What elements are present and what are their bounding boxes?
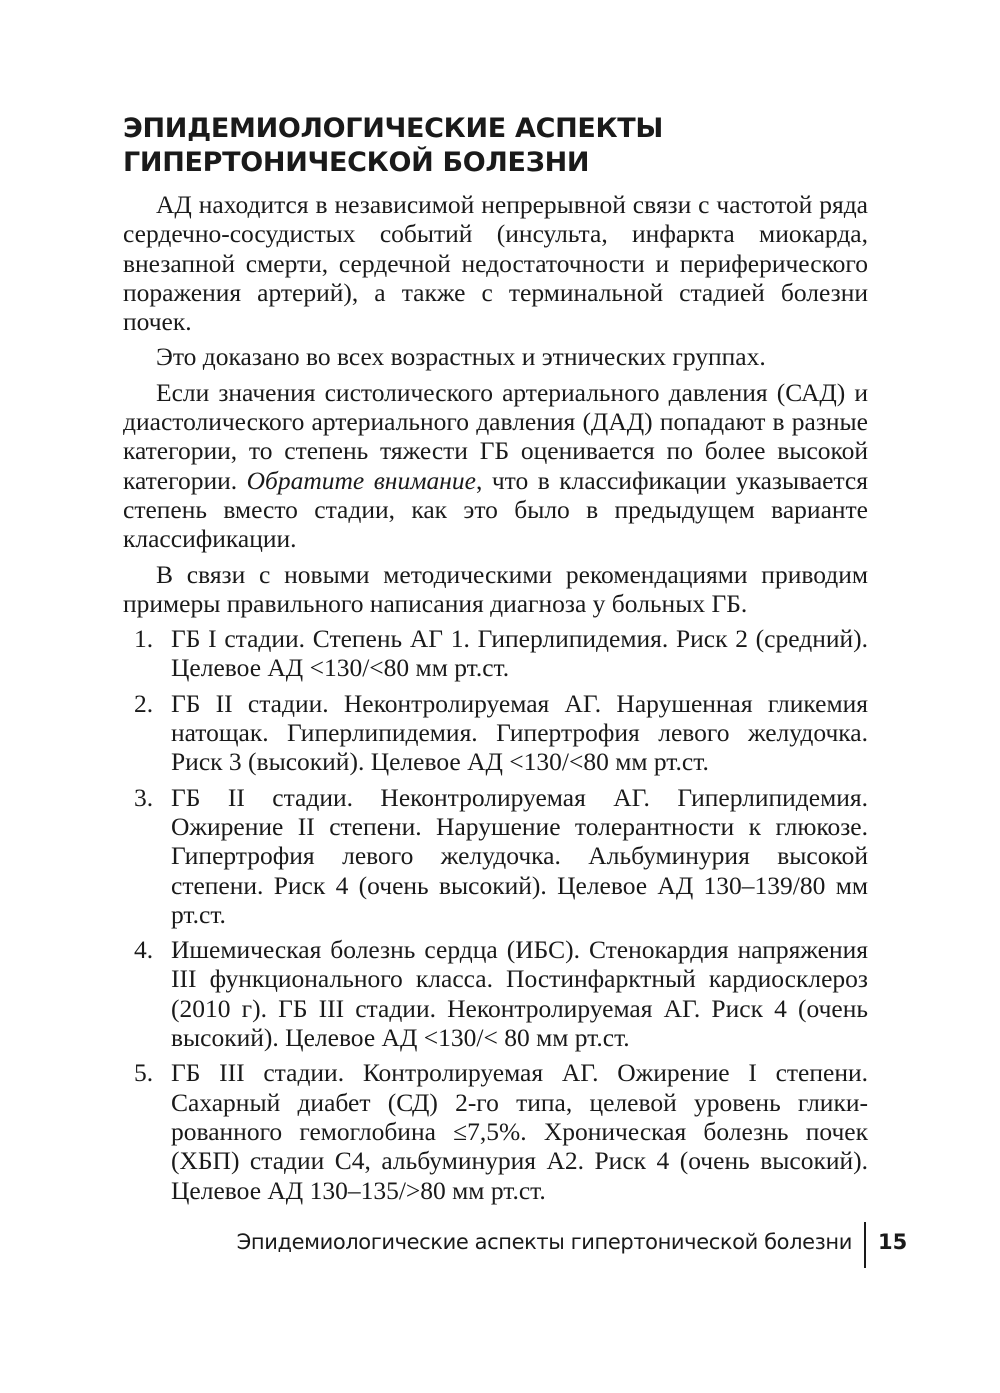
page-number: 15 — [878, 1230, 908, 1254]
section-title-line-1: ЭПИДЕМИОЛОГИЧЕСКИЕ АСПЕКТЫ — [123, 113, 664, 144]
paragraph-3-start: Если значения систолического артериального давления (САД) и диастолического артериального давления (ДАД) попадают в разные категории, то степень тяжести ГБ оценивается по более высокой категории. — [123, 377, 868, 495]
diagnosis-examples-list — [123, 624, 868, 1205]
paragraph-3 — [123, 378, 868, 554]
list-item — [123, 783, 868, 929]
section-title — [123, 112, 868, 180]
body-text — [123, 190, 868, 1205]
section-title-line-2: ГИПЕРТОНИЧЕСКОЙ БОЛЕЗНИ — [123, 147, 590, 178]
list-item-text: ГБ II стадии. Неконтролируемая АГ. Гиперлипидемия. Ожирение II степени. Нарушение толерантности к глюкозе. Гипертрофия левого желудочка. Альбуминурия высокой степени. Риск 4 (очень высокий). Целевое АД 130–139/80 мм рт.ст. — [171, 782, 868, 929]
list-item-text: ГБ III стадии. Контролируемая АГ. Ожирение I степени. Сахарный диабет (СД) 2-го типа, целевой уровень гликированного гемоглобина ≤7,5%. Хроническая болезнь почек (ХБП) стадии С4, альбуминурия А2. Риск 4 (очень высокий). Целевое АД 130–135/>80 мм рт.ст. — [171, 1058, 868, 1205]
paragraph-3-end: , что в классификации указывается степень вместо стадии, как это было в предыдущем варианте классификации. — [123, 465, 868, 554]
list-item-number: 3. — [134, 782, 154, 812]
footer-divider — [864, 1222, 866, 1268]
list-item — [123, 935, 868, 1052]
paragraph-3-emphasis: Обратите внимание — [246, 465, 476, 495]
list-item-number: 2. — [134, 688, 154, 718]
page-footer — [0, 1222, 1000, 1272]
list-item-number: 5. — [134, 1058, 154, 1088]
paragraph-2: Это доказано во всех возрастных и этнических группах. — [156, 342, 766, 372]
list-item — [123, 689, 868, 777]
page-content — [123, 112, 868, 1211]
list-item-text: Ишемическая болезнь сердца (ИБС). Стенокардия напряжения III функционального класса. Постинфарктный кардиосклероз (2010 г). ГБ III стадии. Неконтролируемая АГ. Риск 4 (очень высокий). Целевое АД <130/< 80 мм рт.ст. — [171, 935, 868, 1053]
paragraph-4: В связи с новыми методическими рекомендациями приводим примеры правильного написания диагноза у больных ГБ. — [123, 559, 868, 618]
list-item-text: ГБ II стадии. Неконтролируемая АГ. Нарушенная гликемия натощак. Гиперлипидемия. Гипертрофия левого желудочка. Риск 3 (высокий). Целевое АД <130/<80 мм рт.ст. — [171, 688, 868, 777]
running-head: Эпидемиологические аспекты гипертонической болезни — [236, 1230, 852, 1254]
list-item-number: 4. — [134, 935, 154, 965]
paragraph-1: АД находится в независимой непрерывной связи с частотой ряда сердечно-сосудистых событий (инсульта, инфаркта миокарда, внезапной смерти, сердечной недостаточности и периферического поражения артерий), а также с терминальной стадией болезни почек. — [123, 190, 868, 337]
list-item-text: ГБ I стадии. Степень АГ 1. Гиперлипидемия. Риск 2 (средний). Целевое АД <130/<80 мм рт.ст. — [171, 624, 868, 683]
list-item-number: 1. — [134, 624, 154, 654]
list-item — [123, 624, 868, 683]
list-item — [123, 1058, 868, 1204]
